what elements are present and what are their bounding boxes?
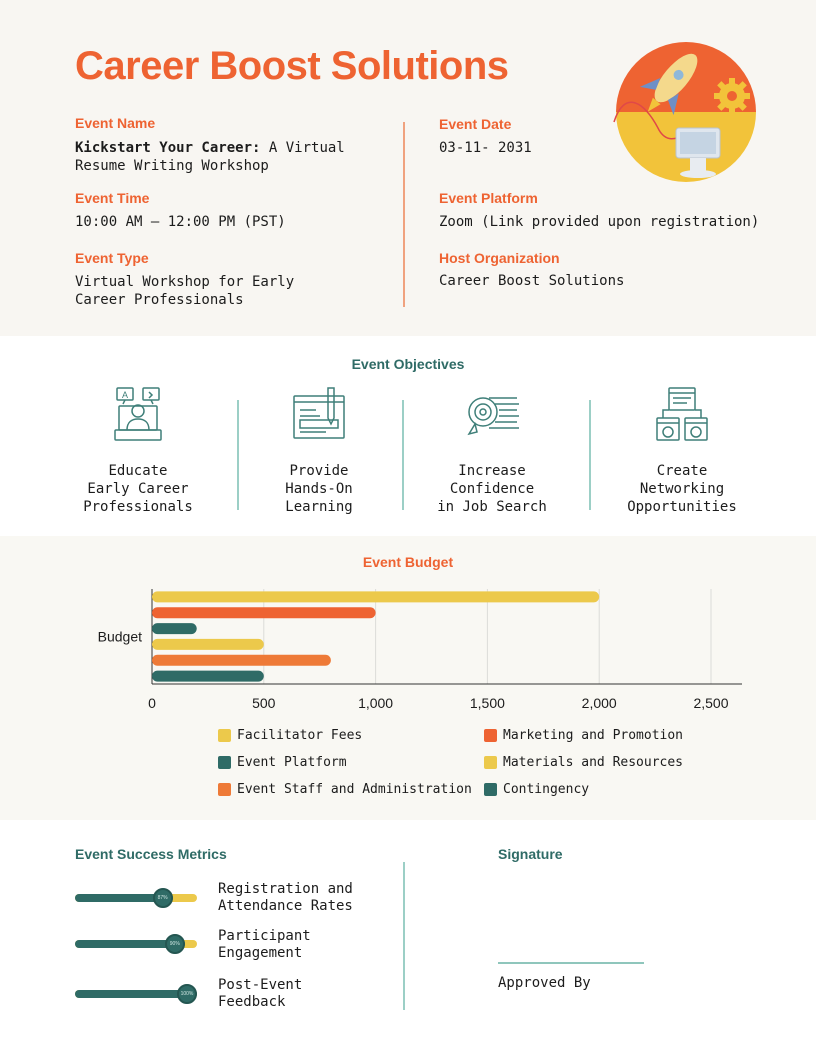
- legend-item: [218, 728, 362, 743]
- legend-label: Contingency: [503, 782, 590, 797]
- metrics-divider: [403, 862, 405, 1010]
- legend-item: [484, 755, 683, 770]
- bar-facilitator-fees: [152, 591, 599, 602]
- event-name-value: [75, 139, 395, 175]
- event-date-label: Event Date: [439, 116, 512, 132]
- event-platform-value: Zoom (Link provided upon registration): [439, 214, 760, 230]
- svg-text:A: A: [122, 390, 129, 400]
- x-tick-label: 2,500: [693, 695, 729, 711]
- x-tick-label: 500: [252, 695, 276, 711]
- writing-document-icon: [290, 386, 348, 444]
- legend-swatch: [484, 729, 497, 742]
- metric-label: Participant Engagement: [218, 928, 311, 961]
- event-name-bold: Kickstart Your Career:: [75, 140, 261, 156]
- event-name-rest: A Virtual Resume Writing Workshop: [75, 140, 345, 174]
- signature-title: Signature: [498, 846, 563, 862]
- bar-event-platform: [152, 623, 197, 634]
- legend-label: Facilitator Fees: [237, 728, 363, 743]
- objective-label: Increase Confidence in Job Search: [437, 463, 547, 515]
- legend-swatch: [484, 756, 497, 769]
- category-label: Budget: [97, 628, 142, 645]
- legend-label: Materials and Resources: [503, 755, 684, 770]
- x-tick-label: 1,000: [358, 695, 394, 711]
- legend-swatch: [218, 756, 231, 769]
- event-date-value: 03-11- 2031: [439, 140, 532, 156]
- legend-label: Marketing and Promotion: [503, 728, 684, 743]
- event-type-label: Event Type: [75, 250, 149, 266]
- legend-item: [218, 755, 347, 770]
- network-browsers-icon: [653, 386, 711, 444]
- metric-progress-bar: [75, 894, 197, 902]
- success-metrics-section: [0, 820, 816, 1056]
- event-details-section: [0, 0, 816, 336]
- legend-swatch: [218, 729, 231, 742]
- event-platform-label: Event Platform: [439, 190, 538, 206]
- bar-marketing-and-promotion: [152, 607, 376, 618]
- event-name-label: Event Name: [75, 115, 156, 131]
- budget-title: Event Budget: [362, 554, 454, 570]
- event-objectives-section: [0, 336, 816, 536]
- metric-badge: 87%: [153, 888, 173, 908]
- x-tick-label: 1,500: [469, 695, 505, 711]
- signature-line: [498, 962, 644, 964]
- header-divider: [403, 122, 405, 307]
- event-budget-section: [0, 536, 816, 820]
- objective-label: Provide Hands-On Learning: [285, 463, 353, 515]
- metric-label: Registration and Attendance Rates: [218, 881, 353, 914]
- metrics-title: Event Success Metrics: [75, 846, 227, 862]
- legend-label: Event Staff and Administration: [237, 782, 472, 797]
- metric-progress-bar: [75, 940, 197, 948]
- metric-badge: 100%: [177, 984, 197, 1004]
- objective-divider: [402, 400, 404, 510]
- bar-materials-and-resources: [152, 639, 264, 650]
- metric-label: Post-Event Feedback: [218, 977, 303, 1010]
- rocket-laptop-illustration-icon: [604, 30, 760, 186]
- objective-label: Create Networking Opportunities: [627, 463, 737, 515]
- event-time-value: 10:00 AM – 12:00 PM (PST): [75, 214, 286, 230]
- legend-swatch: [218, 783, 231, 796]
- host-organization-label: Host Organization: [439, 250, 560, 266]
- page-title: Career Boost Solutions: [75, 44, 509, 88]
- legend-swatch: [484, 783, 497, 796]
- legend-item: [484, 782, 589, 797]
- objective-item: [58, 386, 218, 516]
- metric-progress-bar: [75, 990, 197, 998]
- legend-item: [218, 782, 472, 797]
- bar-event-staff-and-administration: [152, 655, 331, 666]
- x-tick-label: 2,000: [581, 695, 617, 711]
- objectives-title: Event Objectives: [351, 356, 465, 372]
- budget-chart: [0, 536, 816, 726]
- mentor-chat-icon: [109, 386, 167, 444]
- objective-label: Educate Early Career Professionals: [83, 463, 193, 515]
- bar-contingency: [152, 671, 264, 682]
- x-tick-label: 0: [148, 695, 156, 711]
- legend-item: [484, 728, 683, 743]
- event-type-value: Virtual Workshop for Early Career Professionals: [75, 274, 295, 308]
- objective-item: [239, 386, 399, 516]
- legend-label: Event Platform: [237, 755, 347, 770]
- target-speed-icon: [463, 386, 521, 444]
- event-time-label: Event Time: [75, 190, 150, 206]
- objective-divider: [589, 400, 591, 510]
- approved-by-label: Approved By: [498, 975, 591, 991]
- objective-item: [602, 386, 762, 516]
- host-organization-value: Career Boost Solutions: [439, 273, 625, 289]
- objective-item: [412, 386, 572, 516]
- metric-badge: 90%: [165, 934, 185, 954]
